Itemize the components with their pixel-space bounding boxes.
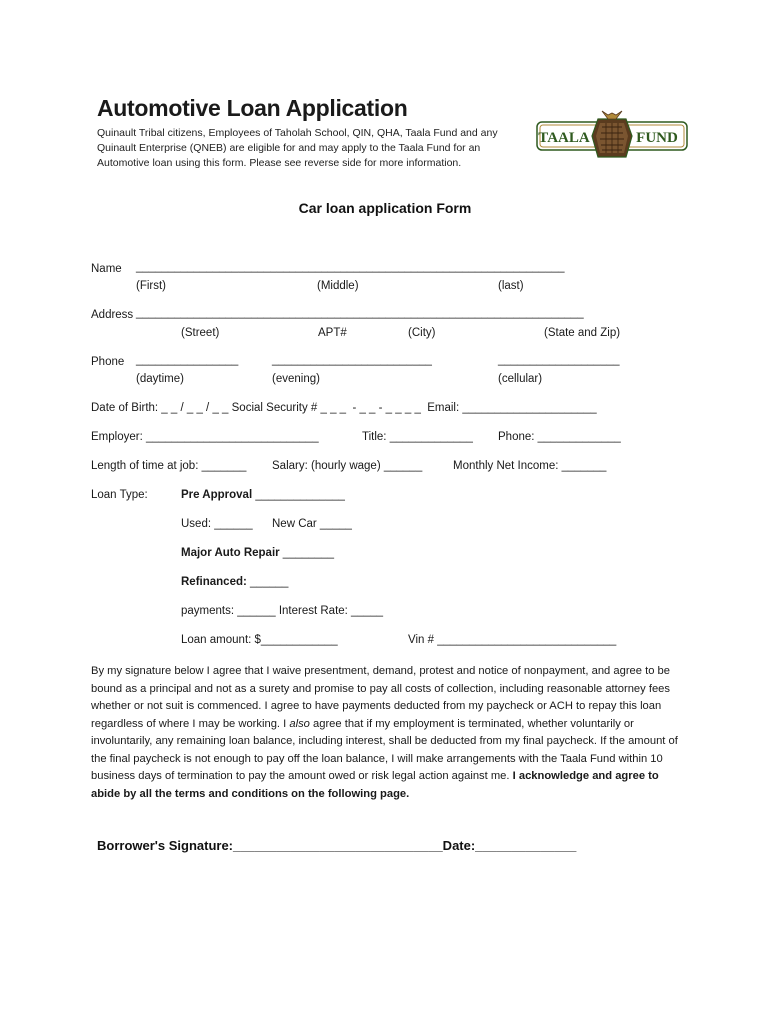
- major-repair-option[interactable]: [181, 547, 334, 559]
- refinanced-line: ______: [246, 576, 289, 588]
- legal-part2: agree that if my employment is terminated, whether voluntarily or involuntarily, any remaining loan balance, including interest, shall be deducted from my final paycheck. If the amount of the final paycheck is not enough to pay off the loan balance, I will make arrangements with the Taala Fund within 10 business days of termination to pay the amount owed or risk legal action against me.: [91, 717, 678, 782]
- vin-field[interactable]: Vin # ____________________________: [408, 634, 617, 646]
- name-middle-caption: (Middle): [317, 280, 359, 292]
- legal-acknowledge: I acknowledge and agree to abide by all the terms and conditions on the following page.: [91, 770, 659, 800]
- legal-part1: By my signature below I agree that I waive presentment, demand, protest and notice of nonpayment, and agree to be bound as a principal and not as a surety and promise to pay all costs of collection, including reasonable attorney fees whether or not suit is commenced. I agree to have payments deducted from my paycheck or ACH to repay this loan regardless of where I may be working. I: [91, 665, 670, 730]
- new-car-field[interactable]: New Car _____: [272, 518, 352, 530]
- legal-agreement-text: [91, 663, 691, 803]
- payments-interest-field[interactable]: payments: ______ Interest Rate: _____: [181, 605, 384, 617]
- phone-cellular-caption: (cellular): [498, 373, 543, 385]
- address-city-caption: (City): [408, 327, 436, 339]
- name-first-caption: (First): [136, 280, 167, 292]
- refinanced-option[interactable]: [181, 576, 288, 588]
- address-street-caption: (Street): [181, 327, 220, 339]
- address-label: Address: [91, 309, 134, 321]
- loan-amount-field[interactable]: Loan amount: $____________: [181, 634, 338, 646]
- logo-text-left: TAALA: [538, 130, 590, 146]
- address-state-caption: (State and Zip): [544, 327, 621, 339]
- pre-approval-line: ______________: [252, 489, 345, 501]
- refinanced-label: Refinanced:: [181, 576, 247, 588]
- pre-approval-option[interactable]: [181, 489, 345, 501]
- taala-fund-logo: [527, 91, 679, 145]
- dob-ssn-email-row[interactable]: Date of Birth: _ _ / _ _ / _ _ Social Security # _ _ _ - _ _ - _ _ _ _ Email: _____________________: [91, 402, 597, 414]
- monthly-income-field[interactable]: Monthly Net Income: _______: [453, 460, 607, 472]
- used-field[interactable]: Used: ______: [181, 518, 253, 530]
- salary-field[interactable]: Salary: (hourly wage) ______: [272, 460, 423, 472]
- borrower-signature-line[interactable]: Borrower's Signature:_____________________________Date:______________: [97, 838, 577, 853]
- intro-text: Quinault Tribal citizens, Employees of Taholah School, QIN, QHA, Taala Fund and any Quinault Enterprise (QNEB) are eligible for and may apply to the Taala Fund for an Automotive loan using this form. Please see reverse side for more information.: [97, 127, 498, 169]
- phone-daytime-caption: (daytime): [136, 373, 184, 385]
- employer-phone-field[interactable]: Phone: _____________: [498, 431, 621, 443]
- phone-evening-field[interactable]: _________________________: [272, 354, 432, 366]
- phone-label: Phone: [91, 356, 125, 368]
- phone-daytime-field[interactable]: ________________: [136, 354, 239, 366]
- pre-approval-label: Pre Approval: [181, 489, 253, 501]
- address-apt-caption: APT#: [318, 327, 347, 339]
- address-field[interactable]: ______________________________________________________________________: [136, 307, 584, 319]
- phone-cellular-field[interactable]: ___________________: [498, 354, 620, 366]
- loan-type-label: Loan Type:: [91, 489, 148, 501]
- name-field[interactable]: ___________________________________________________________________: [136, 261, 565, 273]
- form-title: Car loan application Form: [298, 200, 472, 216]
- title-field[interactable]: Title: _____________: [362, 431, 473, 443]
- logo-text-right: FUND: [636, 130, 678, 146]
- employer-field[interactable]: Employer: ___________________________: [91, 431, 319, 443]
- time-at-job-field[interactable]: Length of time at job: _______: [91, 460, 247, 472]
- phone-evening-caption: (evening): [272, 373, 320, 385]
- major-repair-line: ________: [279, 547, 334, 559]
- page-title: Automotive Loan Application: [97, 95, 408, 121]
- taala-fund-logo-icon: [536, 109, 688, 163]
- name-label: Name: [91, 263, 122, 275]
- major-repair-label: Major Auto Repair: [181, 547, 280, 559]
- name-last-caption: (last): [498, 280, 524, 292]
- legal-also: also: [289, 717, 310, 730]
